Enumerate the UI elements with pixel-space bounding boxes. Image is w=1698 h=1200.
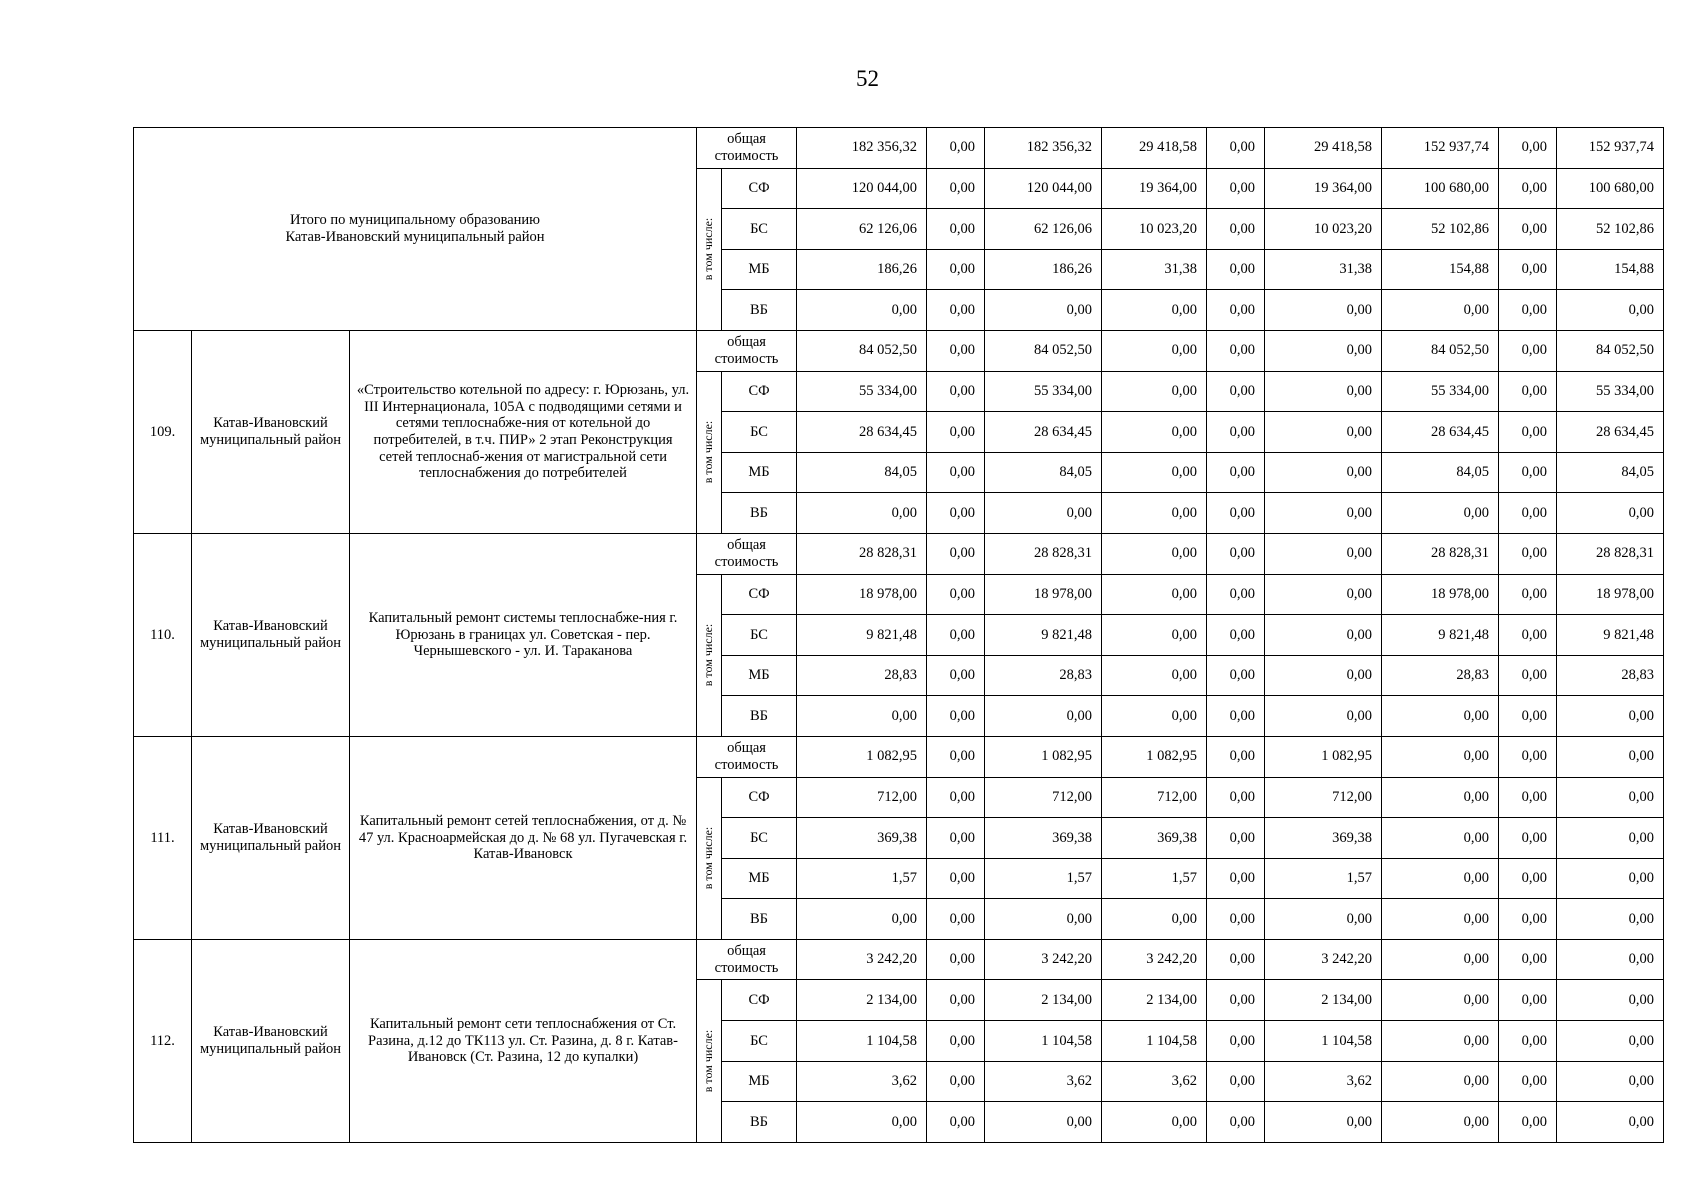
value-cell: 1 104,58 [1265, 1021, 1382, 1062]
value-cell: 0,00 [1102, 1102, 1207, 1143]
value-cell: 0,00 [927, 452, 985, 493]
value-cell: 0,00 [1557, 696, 1664, 737]
value-cell: 3 242,20 [1102, 939, 1207, 980]
value-cell: 19 364,00 [1265, 168, 1382, 209]
value-cell: 0,00 [1382, 290, 1499, 331]
value-cell: 0,00 [1207, 615, 1265, 656]
value-cell: 1 082,95 [985, 736, 1102, 777]
value-cell: 2 134,00 [1265, 980, 1382, 1021]
value-cell: 0,00 [1102, 290, 1207, 331]
value-cell: 0,00 [985, 899, 1102, 940]
value-cell: 0,00 [1499, 168, 1557, 209]
value-cell: 0,00 [927, 899, 985, 940]
funding-source-label: СФ [722, 168, 797, 209]
value-cell: 0,00 [1499, 533, 1557, 574]
value-cell: 0,00 [927, 209, 985, 250]
value-cell: 369,38 [985, 818, 1102, 859]
project-index: 111. [134, 736, 192, 939]
value-cell: 0,00 [1265, 452, 1382, 493]
value-cell: 0,00 [1557, 1061, 1664, 1102]
funding-source-label: БС [722, 1021, 797, 1062]
value-cell: 1 082,95 [1102, 736, 1207, 777]
value-cell: 0,00 [927, 818, 985, 859]
funding-source-label: СФ [722, 371, 797, 412]
value-cell: 0,00 [1499, 249, 1557, 290]
value-cell: 0,00 [927, 574, 985, 615]
value-cell: 9 821,48 [985, 615, 1102, 656]
value-cell: 0,00 [1557, 899, 1664, 940]
value-cell: 0,00 [927, 290, 985, 331]
value-cell: 0,00 [927, 533, 985, 574]
value-cell: 0,00 [927, 371, 985, 412]
value-cell: 0,00 [1207, 858, 1265, 899]
value-cell: 0,00 [985, 290, 1102, 331]
value-cell: 84,05 [1557, 452, 1664, 493]
value-cell: 1,57 [1265, 858, 1382, 899]
value-cell: 0,00 [1265, 696, 1382, 737]
value-cell: 28,83 [797, 655, 927, 696]
value-cell: 31,38 [1102, 249, 1207, 290]
value-cell: 31,38 [1265, 249, 1382, 290]
value-cell: 0,00 [1265, 655, 1382, 696]
value-cell: 1,57 [1102, 858, 1207, 899]
value-cell: 0,00 [927, 858, 985, 899]
value-cell: 0,00 [1499, 736, 1557, 777]
value-cell: 154,88 [1382, 249, 1499, 290]
total-label-line1: Итого по муниципальному образованию [289, 212, 541, 229]
table-row [134, 533, 1664, 574]
value-cell: 28 828,31 [1557, 533, 1664, 574]
value-cell: 0,00 [1207, 980, 1265, 1021]
value-cell: 28,83 [985, 655, 1102, 696]
project-description: «Строительство котельной по адресу: г. Юрюзань, ул. III Интернационала, 105А с подводящими сетями и сетями теплоснабже-ния от котельной до потребителей, в т.ч. ПИР» 2 этап Реконструкция сетей теплоснаб-жения от магистральной сети теплоснабжения до потребителей [350, 330, 697, 533]
value-cell: 0,00 [1499, 655, 1557, 696]
table-row [134, 330, 1664, 371]
page-number: 52 [856, 66, 879, 91]
value-cell: 0,00 [1102, 371, 1207, 412]
value-cell: 84 052,50 [1557, 330, 1664, 371]
value-cell: 1,57 [985, 858, 1102, 899]
value-cell: 0,00 [1207, 209, 1265, 250]
value-cell: 0,00 [1207, 168, 1265, 209]
value-cell: 1,57 [797, 858, 927, 899]
value-cell: 3,62 [1265, 1061, 1382, 1102]
value-cell: 120 044,00 [797, 168, 927, 209]
value-cell: 0,00 [1207, 1061, 1265, 1102]
value-cell: 0,00 [1265, 1102, 1382, 1143]
value-cell: 0,00 [1382, 818, 1499, 859]
value-cell: 0,00 [1265, 412, 1382, 453]
value-cell: 0,00 [1382, 493, 1499, 534]
value-cell: 0,00 [1102, 330, 1207, 371]
funding-source-label: СФ [722, 574, 797, 615]
value-cell: 9 821,48 [1557, 615, 1664, 656]
value-cell: 0,00 [1102, 574, 1207, 615]
including-label-cell [697, 777, 722, 939]
funding-source-label: ВБ [722, 290, 797, 331]
including-label-cell [697, 980, 722, 1142]
value-cell: 0,00 [1499, 696, 1557, 737]
including-label-cell [697, 168, 722, 330]
value-cell: 1 082,95 [1265, 736, 1382, 777]
project-description: Капитальный ремонт сети теплоснабжения от Ст. Разина, д.12 до ТК113 ул. Ст. Разина, д. 8 г. Катав-Ивановск (Ст. Разина, 12 до купалки) [350, 939, 697, 1142]
value-cell: 0,00 [1207, 1102, 1265, 1143]
project-description: Капитальный ремонт сетей теплоснабжения, от д. № 47 ул. Красноармейская до д. № 68 ул. Пугачевская г. Катав-Ивановск [350, 736, 697, 939]
value-cell: 0,00 [1499, 1021, 1557, 1062]
value-cell: 28 634,45 [797, 412, 927, 453]
value-cell: 0,00 [1265, 533, 1382, 574]
project-index: 110. [134, 533, 192, 736]
value-cell: 0,00 [927, 168, 985, 209]
including-label: в том числе: [701, 218, 716, 281]
value-cell: 0,00 [927, 249, 985, 290]
value-cell: 0,00 [1207, 493, 1265, 534]
value-cell: 0,00 [1382, 1102, 1499, 1143]
value-cell: 0,00 [927, 980, 985, 1021]
value-cell: 2 134,00 [1102, 980, 1207, 1021]
value-cell: 0,00 [1557, 493, 1664, 534]
funding-source-label: БС [722, 412, 797, 453]
value-cell: 0,00 [1207, 899, 1265, 940]
value-cell: 0,00 [985, 696, 1102, 737]
funding-source-label: ВБ [722, 696, 797, 737]
funding-source-label: СФ [722, 980, 797, 1021]
project-description: Капитальный ремонт системы теплоснабже-ния г. Юрюзань в границах ул. Советская - пер. Чернышевского - ул. И. Тараканова [350, 533, 697, 736]
value-cell: 0,00 [1499, 574, 1557, 615]
value-cell: 0,00 [1382, 899, 1499, 940]
value-cell: 186,26 [985, 249, 1102, 290]
including-label: в том числе: [701, 826, 716, 890]
value-cell: 84 052,50 [985, 330, 1102, 371]
value-cell: 0,00 [1207, 533, 1265, 574]
value-cell: 0,00 [927, 696, 985, 737]
value-cell: 52 102,86 [1382, 209, 1499, 250]
value-cell: 369,38 [1265, 818, 1382, 859]
value-cell: 1 104,58 [985, 1021, 1102, 1062]
project-municipality: Катав-Ивановский муниципальный район [192, 939, 350, 1142]
value-cell: 62 126,06 [797, 209, 927, 250]
project-municipality: Катав-Ивановский муниципальный район [192, 533, 350, 736]
value-cell: 0,00 [927, 128, 985, 169]
value-cell: 712,00 [1102, 777, 1207, 818]
value-cell: 28 828,31 [1382, 533, 1499, 574]
including-label: в том числе: [701, 623, 716, 687]
value-cell: 29 418,58 [1265, 128, 1382, 169]
value-cell: 0,00 [1102, 899, 1207, 940]
funding-source-label: МБ [722, 1061, 797, 1102]
value-cell: 0,00 [1382, 777, 1499, 818]
value-cell: 0,00 [927, 493, 985, 534]
value-cell: 0,00 [927, 1061, 985, 1102]
value-cell: 1 104,58 [1102, 1021, 1207, 1062]
value-cell: 0,00 [1265, 615, 1382, 656]
value-cell: 0,00 [1265, 330, 1382, 371]
value-cell: 0,00 [1557, 1021, 1664, 1062]
value-cell: 18 978,00 [797, 574, 927, 615]
total-label [134, 128, 697, 331]
value-cell: 0,00 [797, 290, 927, 331]
value-cell: 0,00 [1499, 1102, 1557, 1143]
value-cell: 0,00 [1499, 818, 1557, 859]
value-cell: 0,00 [1207, 1021, 1265, 1062]
value-cell: 0,00 [1207, 696, 1265, 737]
value-cell: 712,00 [985, 777, 1102, 818]
value-cell: 0,00 [927, 655, 985, 696]
value-cell: 186,26 [797, 249, 927, 290]
table-body [134, 128, 1664, 1143]
value-cell: 100 680,00 [1382, 168, 1499, 209]
funding-source-label: ВБ [722, 493, 797, 534]
value-cell: 0,00 [1207, 371, 1265, 412]
value-cell: 28 634,45 [1557, 412, 1664, 453]
value-cell: 0,00 [927, 412, 985, 453]
table-row [134, 939, 1664, 980]
value-cell: 0,00 [1499, 412, 1557, 453]
value-cell: 0,00 [985, 493, 1102, 534]
value-cell: 28 634,45 [1382, 412, 1499, 453]
total-label-line2: Катав-Ивановский муниципальный район [285, 228, 545, 245]
value-cell: 28,83 [1382, 655, 1499, 696]
total-cost-label: общая стоимость [697, 330, 797, 371]
value-cell: 0,00 [927, 777, 985, 818]
value-cell: 0,00 [1102, 533, 1207, 574]
table-row [134, 736, 1664, 777]
value-cell: 0,00 [1265, 574, 1382, 615]
value-cell: 0,00 [1265, 371, 1382, 412]
value-cell: 0,00 [1382, 939, 1499, 980]
value-cell: 0,00 [1499, 1061, 1557, 1102]
value-cell: 0,00 [927, 736, 985, 777]
value-cell: 19 364,00 [1102, 168, 1207, 209]
value-cell: 10 023,20 [1265, 209, 1382, 250]
value-cell: 3 242,20 [1265, 939, 1382, 980]
value-cell: 0,00 [927, 615, 985, 656]
value-cell: 154,88 [1557, 249, 1664, 290]
value-cell: 0,00 [1499, 209, 1557, 250]
value-cell: 712,00 [797, 777, 927, 818]
project-municipality: Катав-Ивановский муниципальный район [192, 330, 350, 533]
value-cell: 0,00 [1102, 452, 1207, 493]
value-cell: 18 978,00 [1382, 574, 1499, 615]
funding-source-label: ВБ [722, 1102, 797, 1143]
value-cell: 0,00 [1207, 290, 1265, 331]
value-cell: 84 052,50 [797, 330, 927, 371]
value-cell: 0,00 [797, 493, 927, 534]
including-label: в том числе: [701, 1029, 716, 1093]
value-cell: 55 334,00 [985, 371, 1102, 412]
value-cell: 84,05 [985, 452, 1102, 493]
including-label-cell [697, 371, 722, 533]
funding-source-label: БС [722, 818, 797, 859]
value-cell: 9 821,48 [1382, 615, 1499, 656]
value-cell: 0,00 [1207, 330, 1265, 371]
value-cell: 0,00 [1265, 290, 1382, 331]
value-cell: 369,38 [797, 818, 927, 859]
value-cell: 2 134,00 [797, 980, 927, 1021]
value-cell: 3,62 [985, 1061, 1102, 1102]
value-cell: 0,00 [1499, 330, 1557, 371]
value-cell: 0,00 [985, 1102, 1102, 1143]
value-cell: 182 356,32 [797, 128, 927, 169]
value-cell: 28 828,31 [985, 533, 1102, 574]
value-cell: 0,00 [1102, 696, 1207, 737]
value-cell: 0,00 [1499, 858, 1557, 899]
value-cell: 0,00 [927, 1021, 985, 1062]
value-cell: 0,00 [1499, 493, 1557, 534]
value-cell: 84,05 [1382, 452, 1499, 493]
value-cell: 0,00 [1499, 371, 1557, 412]
value-cell: 0,00 [1102, 412, 1207, 453]
value-cell: 55 334,00 [1382, 371, 1499, 412]
value-cell: 0,00 [927, 330, 985, 371]
value-cell: 84,05 [797, 452, 927, 493]
value-cell: 0,00 [1207, 777, 1265, 818]
value-cell: 62 126,06 [985, 209, 1102, 250]
value-cell: 0,00 [1382, 1061, 1499, 1102]
value-cell: 0,00 [797, 696, 927, 737]
value-cell: 2 134,00 [985, 980, 1102, 1021]
value-cell: 0,00 [1499, 290, 1557, 331]
funding-source-label: БС [722, 209, 797, 250]
value-cell: 0,00 [1265, 493, 1382, 534]
value-cell: 0,00 [1102, 493, 1207, 534]
table-row [134, 128, 1664, 169]
value-cell: 0,00 [1557, 980, 1664, 1021]
value-cell: 18 978,00 [1557, 574, 1664, 615]
project-municipality: Катав-Ивановский муниципальный район [192, 736, 350, 939]
value-cell: 9 821,48 [797, 615, 927, 656]
value-cell: 0,00 [797, 1102, 927, 1143]
value-cell: 712,00 [1265, 777, 1382, 818]
value-cell: 0,00 [1382, 858, 1499, 899]
value-cell: 84 052,50 [1382, 330, 1499, 371]
value-cell: 152 937,74 [1557, 128, 1664, 169]
value-cell: 0,00 [1102, 615, 1207, 656]
value-cell: 0,00 [1207, 452, 1265, 493]
value-cell: 0,00 [1499, 452, 1557, 493]
value-cell: 55 334,00 [797, 371, 927, 412]
value-cell: 152 937,74 [1382, 128, 1499, 169]
funding-source-label: СФ [722, 777, 797, 818]
value-cell: 182 356,32 [985, 128, 1102, 169]
value-cell: 1 104,58 [797, 1021, 927, 1062]
value-cell: 100 680,00 [1557, 168, 1664, 209]
value-cell: 0,00 [1382, 736, 1499, 777]
value-cell: 28 828,31 [797, 533, 927, 574]
value-cell: 3 242,20 [797, 939, 927, 980]
total-cost-label: общая стоимость [697, 939, 797, 980]
funding-source-label: МБ [722, 452, 797, 493]
value-cell: 29 418,58 [1102, 128, 1207, 169]
value-cell: 0,00 [1382, 696, 1499, 737]
funding-table [133, 127, 1664, 1143]
project-index: 112. [134, 939, 192, 1142]
value-cell: 0,00 [1499, 899, 1557, 940]
including-label: в том числе: [701, 420, 716, 484]
value-cell: 0,00 [1207, 736, 1265, 777]
value-cell: 0,00 [1382, 980, 1499, 1021]
value-cell: 3,62 [797, 1061, 927, 1102]
value-cell: 52 102,86 [1557, 209, 1664, 250]
value-cell: 369,38 [1102, 818, 1207, 859]
value-cell: 0,00 [1207, 655, 1265, 696]
value-cell: 0,00 [1265, 899, 1382, 940]
value-cell: 0,00 [1207, 939, 1265, 980]
total-cost-label: общая стоимость [697, 736, 797, 777]
total-cost-label: общая стоимость [697, 128, 797, 169]
funding-source-label: МБ [722, 858, 797, 899]
value-cell: 0,00 [1499, 128, 1557, 169]
value-cell: 0,00 [1207, 412, 1265, 453]
value-cell: 28,83 [1557, 655, 1664, 696]
value-cell: 3,62 [1102, 1061, 1207, 1102]
value-cell: 0,00 [927, 1102, 985, 1143]
value-cell: 0,00 [1557, 1102, 1664, 1143]
value-cell: 0,00 [1557, 777, 1664, 818]
value-cell: 0,00 [1557, 858, 1664, 899]
funding-source-label: БС [722, 615, 797, 656]
funding-source-label: ВБ [722, 899, 797, 940]
value-cell: 0,00 [797, 899, 927, 940]
value-cell: 55 334,00 [1557, 371, 1664, 412]
value-cell: 0,00 [1499, 777, 1557, 818]
value-cell: 28 634,45 [985, 412, 1102, 453]
value-cell: 0,00 [1557, 736, 1664, 777]
total-cost-label: общая стоимость [697, 533, 797, 574]
including-label-cell [697, 574, 722, 736]
value-cell: 0,00 [1102, 655, 1207, 696]
funding-source-label: МБ [722, 249, 797, 290]
funding-source-label: МБ [722, 655, 797, 696]
value-cell: 0,00 [1207, 128, 1265, 169]
value-cell: 1 082,95 [797, 736, 927, 777]
project-index: 109. [134, 330, 192, 533]
value-cell: 0,00 [1499, 615, 1557, 656]
value-cell: 3 242,20 [985, 939, 1102, 980]
value-cell: 0,00 [1557, 939, 1664, 980]
value-cell: 10 023,20 [1102, 209, 1207, 250]
value-cell: 0,00 [1499, 939, 1557, 980]
value-cell: 0,00 [1499, 980, 1557, 1021]
value-cell: 0,00 [927, 939, 985, 980]
value-cell: 0,00 [1557, 818, 1664, 859]
value-cell: 0,00 [1557, 290, 1664, 331]
value-cell: 0,00 [1207, 249, 1265, 290]
value-cell: 0,00 [1207, 574, 1265, 615]
value-cell: 0,00 [1207, 818, 1265, 859]
value-cell: 120 044,00 [985, 168, 1102, 209]
value-cell: 18 978,00 [985, 574, 1102, 615]
value-cell: 0,00 [1382, 1021, 1499, 1062]
